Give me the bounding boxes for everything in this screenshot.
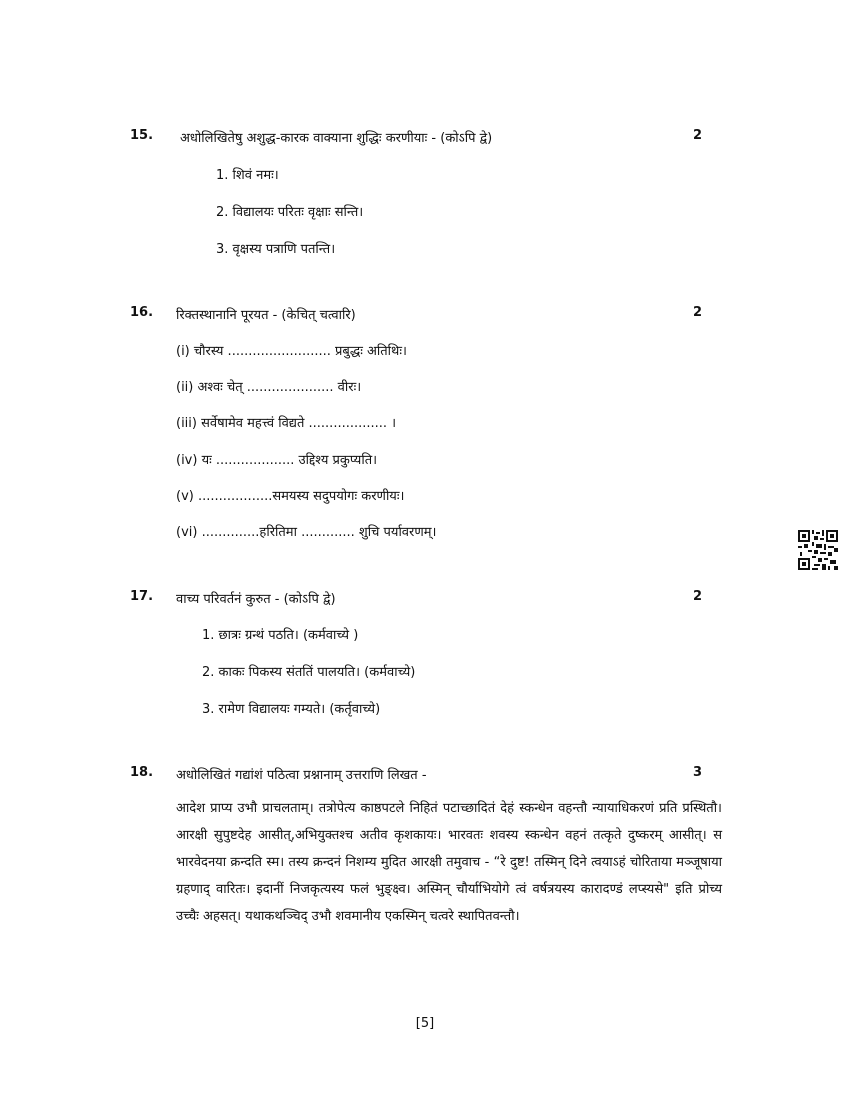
question-marks: 2 (693, 128, 703, 143)
list-item: 3. वृक्षस्य पत्राणि पतन्ति। (216, 242, 336, 257)
list-item: 3. रामेण विद्यालयः गम्यते। (कर्तृवाच्ये) (202, 702, 381, 717)
list-item: 1. छात्रः ग्रन्थं पठति। (कर्मवाच्ये ) (202, 628, 359, 643)
question-marks: 2 (693, 305, 703, 320)
passage-paragraph: आदेश प्राप्य उभौ प्राचलताम्। तत्रोपेत्य काष्ठपटले निहितं पटाच्छादितं देहं स्कन्धेन वहन्तौ न्यायाधिकरणं प्रति प्रस्थितौ। आरक्षी सुपुष्टदेह आसीत्,अभियुक्तश्च अतीव कृशकायः। भारवतः शवस्य स्कन्धेन वहनं तत्कृते दुष्करम् आसीत्। स भारवेदनया क्रन्दति स्म। तस्य क्रन्दनं निशम्य मुदित आरक्षी तमुवाच - “रे दुष्ट! तस्मिन् दिने त्वयाऽहं चोरिताया मञ्जूषाया ग्रहणाद् वारितः। इदानीं निजकृत्यस्य फलं भुङ्क्ष्व। अस्मिन् चौर्याभियोगे त्वं वर्षत्रयस्य कारादण्डं लप्स्यसे" इति प्रोच्य उच्चैः अहसत्। यथाकथञ्चिद् उभौ शवमानीय एकस्मिन् चत्वरे स्थापितवन्तौ। (176, 801, 722, 924)
question-text: वाच्य परिवर्तनं कुरुत - (कोऽपि द्वे) (176, 592, 336, 607)
list-item: 2. विद्यालयः परितः वृक्षाः सन्ति। (216, 205, 364, 220)
question-text: अधोलिखितं गद्यांशं पठित्वा प्रश्नानाम् उत्तराणि लिखत - (176, 768, 427, 783)
page-number: [5] (415, 1016, 435, 1031)
qr-code-icon (798, 530, 838, 570)
question-marks: 3 (693, 765, 703, 780)
list-item: (v) ..................समयस्य सदुपयोगः करणीयः। (176, 489, 405, 504)
question-marks: 2 (693, 589, 703, 604)
list-item: 1. शिवं नमः। (216, 168, 279, 183)
question-text: अधोलिखितेषु अशुद्ध-कारक वाक्याना शुद्धिः करणीयाः - (कोऽपि द्वे) (180, 131, 493, 146)
question-number: 18. (130, 765, 154, 780)
question-text: रिक्तस्थानानि पूरयत - (केचित् चत्वारि) (176, 308, 356, 323)
list-item: (vi) ..............हरितिमा ............. शुचि पर्यावरणम्। (176, 525, 437, 540)
list-item: (iii) सर्वेषामेव महत्त्वं विद्यते ................... । (176, 416, 397, 431)
question-number: 15. (130, 128, 154, 143)
question-number: 16. (130, 305, 154, 320)
list-item: (iv) यः ................... उद्दिश्य प्रकुप्यति। (176, 453, 378, 468)
list-item: (ii) अश्वः चेत् ..................... वीरः। (176, 380, 362, 395)
list-item: 2. काकः पिकस्य संततिं पालयति। (कर्मवाच्ये) (202, 665, 416, 680)
list-item: (i) चौरस्य ......................... प्रबुद्धः अतिथिः। (176, 344, 407, 359)
question-number: 17. (130, 589, 154, 604)
